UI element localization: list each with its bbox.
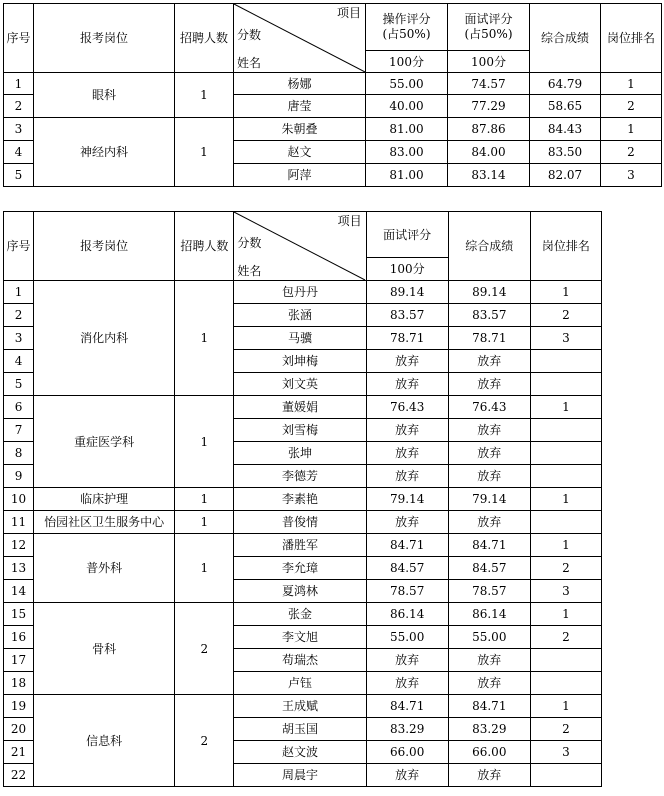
header-seq: 序号 (4, 4, 34, 73)
rank-cell (530, 672, 601, 695)
table-row (4, 603, 602, 626)
iv-score-cell: 放弃 (366, 373, 448, 396)
name-cell: 刘文英 (234, 373, 366, 396)
seq-cell: 2 (4, 304, 34, 327)
table-row (4, 396, 602, 419)
rank-cell: 2 (530, 304, 601, 327)
total-cell: 放弃 (448, 649, 530, 672)
name-cell: 杨娜 (234, 73, 366, 95)
iv-score-cell: 83.14 (448, 164, 530, 187)
table-row (4, 73, 662, 95)
name-cell: 唐莹 (234, 95, 366, 118)
table-row (4, 534, 602, 557)
name-cell: 王成赋 (234, 695, 366, 718)
name-cell: 周晨宇 (234, 764, 366, 787)
iv-score-cell: 83.29 (366, 718, 448, 741)
header-total: 综合成绩 (448, 212, 530, 281)
header-op-score (366, 4, 448, 51)
total-cell: 55.00 (448, 626, 530, 649)
name-cell: 董媛娟 (234, 396, 366, 419)
rank-cell: 1 (601, 118, 662, 141)
recruit-cell: 2 (175, 695, 234, 787)
diag-item-label: 项目 (337, 214, 362, 228)
name-cell: 李德芳 (234, 465, 366, 488)
iv-score-cell: 74.57 (448, 73, 530, 95)
rank-cell (530, 350, 601, 373)
name-cell: 赵文 (234, 141, 366, 164)
seq-cell: 6 (4, 396, 34, 419)
post-cell: 临床护理 (34, 488, 175, 511)
header-post: 报考岗位 (34, 212, 175, 281)
seq-cell: 5 (4, 164, 34, 187)
total-cell: 78.57 (448, 580, 530, 603)
header-rank: 岗位排名 (530, 212, 601, 281)
total-cell: 82.07 (530, 164, 601, 187)
iv-score-cell: 放弃 (366, 350, 448, 373)
header-op-score-line1: 操作评分 (382, 12, 431, 26)
header-iv-full: 100分 (366, 258, 448, 281)
recruit-cell: 1 (175, 281, 234, 396)
seq-cell: 14 (4, 580, 34, 603)
seq-cell: 13 (4, 557, 34, 580)
seq-cell: 15 (4, 603, 34, 626)
name-cell: 马骥 (234, 327, 366, 350)
total-cell: 放弃 (448, 442, 530, 465)
post-cell: 眼科 (34, 73, 175, 118)
post-cell: 消化内科 (34, 281, 175, 396)
seq-cell: 3 (4, 118, 34, 141)
iv-score-cell: 89.14 (366, 281, 448, 304)
seq-cell: 17 (4, 649, 34, 672)
name-cell: 李允璋 (234, 557, 366, 580)
name-cell: 朱朝叠 (234, 118, 366, 141)
iv-score-cell: 放弃 (366, 465, 448, 488)
header-diagonal-cell (234, 4, 366, 73)
header-recruit: 招聘人数 (175, 4, 234, 73)
score-table-2 (3, 211, 602, 787)
rank-cell: 1 (601, 73, 662, 95)
name-cell: 刘雪梅 (234, 419, 366, 442)
header-iv-full: 100分 (448, 51, 530, 73)
header-op-full: 100分 (366, 51, 448, 73)
recruit-cell: 1 (175, 534, 234, 603)
rank-cell: 1 (530, 281, 601, 304)
iv-score-cell: 放弃 (366, 511, 448, 534)
diag-item-label: 项目 (336, 6, 361, 20)
rank-cell: 2 (530, 718, 601, 741)
total-cell: 83.29 (448, 718, 530, 741)
iv-score-cell: 78.57 (366, 580, 448, 603)
total-cell: 84.71 (448, 695, 530, 718)
seq-cell: 16 (4, 626, 34, 649)
iv-score-cell: 87.86 (448, 118, 530, 141)
name-cell: 赵文波 (234, 741, 366, 764)
total-cell: 放弃 (448, 419, 530, 442)
rank-cell (530, 373, 601, 396)
rank-cell: 2 (530, 557, 601, 580)
name-cell: 潘胜军 (234, 534, 366, 557)
iv-score-cell: 放弃 (366, 442, 448, 465)
recruit-cell: 1 (175, 488, 234, 511)
header-rank: 岗位排名 (601, 4, 662, 73)
seq-cell: 22 (4, 764, 34, 787)
total-cell: 84.71 (448, 534, 530, 557)
name-cell: 夏鸿林 (234, 580, 366, 603)
post-cell: 神经内科 (34, 118, 175, 187)
table-row (4, 511, 602, 534)
rank-cell: 2 (601, 141, 662, 164)
seq-cell: 1 (4, 73, 34, 95)
rank-cell (530, 442, 601, 465)
name-cell: 张金 (234, 603, 366, 626)
name-cell: 包丹丹 (234, 281, 366, 304)
seq-cell: 4 (4, 350, 34, 373)
header-total: 综合成绩 (530, 4, 601, 73)
rank-cell: 1 (530, 695, 601, 718)
iv-score-cell: 83.57 (366, 304, 448, 327)
header-iv-score (448, 4, 530, 51)
total-cell: 84.57 (448, 557, 530, 580)
total-cell: 放弃 (448, 511, 530, 534)
iv-score-cell: 放弃 (366, 649, 448, 672)
total-cell: 放弃 (448, 465, 530, 488)
total-cell: 78.71 (448, 327, 530, 350)
seq-cell: 19 (4, 695, 34, 718)
iv-score-cell: 55.00 (366, 626, 448, 649)
rank-cell: 1 (530, 488, 601, 511)
table-row (4, 695, 602, 718)
rank-cell: 3 (530, 327, 601, 350)
name-cell: 苟瑞杰 (234, 649, 366, 672)
op-score-cell: 55.00 (366, 73, 448, 95)
total-cell: 83.57 (448, 304, 530, 327)
table-row (4, 488, 602, 511)
seq-cell: 3 (4, 327, 34, 350)
rank-cell: 1 (530, 534, 601, 557)
table-row (4, 281, 602, 304)
total-cell: 66.00 (448, 741, 530, 764)
rank-cell (530, 764, 601, 787)
name-cell: 卢钰 (234, 672, 366, 695)
total-cell: 76.43 (448, 396, 530, 419)
name-cell: 胡玉国 (234, 718, 366, 741)
name-cell: 阿萍 (234, 164, 366, 187)
post-cell: 重症医学科 (34, 396, 175, 488)
total-cell: 84.43 (530, 118, 601, 141)
seq-cell: 8 (4, 442, 34, 465)
seq-cell: 11 (4, 511, 34, 534)
iv-score-cell: 放弃 (366, 419, 448, 442)
recruit-cell: 2 (175, 603, 234, 695)
total-cell: 58.65 (530, 95, 601, 118)
seq-cell: 21 (4, 741, 34, 764)
iv-score-cell: 76.43 (366, 396, 448, 419)
header-seq: 序号 (4, 212, 34, 281)
total-cell: 放弃 (448, 373, 530, 396)
total-cell: 64.79 (530, 73, 601, 95)
seq-cell: 4 (4, 141, 34, 164)
rank-cell: 1 (530, 396, 601, 419)
total-cell: 放弃 (448, 764, 530, 787)
recruit-cell: 1 (175, 396, 234, 488)
iv-score-cell: 86.14 (366, 603, 448, 626)
diag-score-label: 分数 (237, 28, 262, 42)
total-cell: 83.50 (530, 141, 601, 164)
iv-score-cell: 77.29 (448, 95, 530, 118)
post-cell: 骨科 (34, 603, 175, 695)
header-iv-score-line1: 面试评分 (464, 12, 513, 26)
op-score-cell: 40.00 (366, 95, 448, 118)
seq-cell: 7 (4, 419, 34, 442)
rank-cell: 3 (601, 164, 662, 187)
diag-name-label: 姓名 (237, 56, 262, 70)
name-cell: 张坤 (234, 442, 366, 465)
recruit-cell: 1 (175, 73, 234, 118)
name-cell: 普俊情 (234, 511, 366, 534)
total-cell: 79.14 (448, 488, 530, 511)
seq-cell: 5 (4, 373, 34, 396)
recruit-cell: 1 (175, 118, 234, 187)
diag-name-label: 姓名 (237, 264, 262, 278)
rank-cell: 1 (530, 603, 601, 626)
op-score-cell: 83.00 (366, 141, 448, 164)
name-cell: 张涵 (234, 304, 366, 327)
seq-cell: 12 (4, 534, 34, 557)
table-row (4, 118, 662, 141)
score-table-1 (3, 3, 662, 187)
seq-cell: 9 (4, 465, 34, 488)
iv-score-cell: 放弃 (366, 764, 448, 787)
rank-cell (530, 511, 601, 534)
header-op-score-line2: (占50%) (382, 27, 431, 41)
total-cell: 放弃 (448, 350, 530, 373)
rank-cell: 3 (530, 741, 601, 764)
diag-score-label: 分数 (237, 236, 262, 250)
header-diagonal-cell (234, 212, 366, 281)
header-iv-score-line2: (占50%) (464, 27, 513, 41)
header-post: 报考岗位 (34, 4, 175, 73)
post-cell: 普外科 (34, 534, 175, 603)
total-cell: 86.14 (448, 603, 530, 626)
rank-cell: 3 (530, 580, 601, 603)
iv-score-cell: 84.00 (448, 141, 530, 164)
seq-cell: 1 (4, 281, 34, 304)
seq-cell: 20 (4, 718, 34, 741)
rank-cell (530, 465, 601, 488)
iv-score-cell: 84.71 (366, 695, 448, 718)
total-cell: 放弃 (448, 672, 530, 695)
rank-cell: 2 (530, 626, 601, 649)
header-iv-score: 面试评分 (366, 212, 448, 258)
rank-cell (530, 419, 601, 442)
name-cell: 刘坤梅 (234, 350, 366, 373)
iv-score-cell: 放弃 (366, 672, 448, 695)
iv-score-cell: 78.71 (366, 327, 448, 350)
seq-cell: 10 (4, 488, 34, 511)
iv-score-cell: 84.71 (366, 534, 448, 557)
op-score-cell: 81.00 (366, 164, 448, 187)
recruit-cell: 1 (175, 511, 234, 534)
iv-score-cell: 79.14 (366, 488, 448, 511)
iv-score-cell: 84.57 (366, 557, 448, 580)
rank-cell: 2 (601, 95, 662, 118)
seq-cell: 2 (4, 95, 34, 118)
seq-cell: 18 (4, 672, 34, 695)
name-cell: 李文旭 (234, 626, 366, 649)
total-cell: 89.14 (448, 281, 530, 304)
iv-score-cell: 66.00 (366, 741, 448, 764)
header-recruit: 招聘人数 (175, 212, 234, 281)
rank-cell (530, 649, 601, 672)
op-score-cell: 81.00 (366, 118, 448, 141)
name-cell: 李素艳 (234, 488, 366, 511)
post-cell: 信息科 (34, 695, 175, 787)
post-cell: 怡园社区卫生服务中心 (34, 511, 175, 534)
